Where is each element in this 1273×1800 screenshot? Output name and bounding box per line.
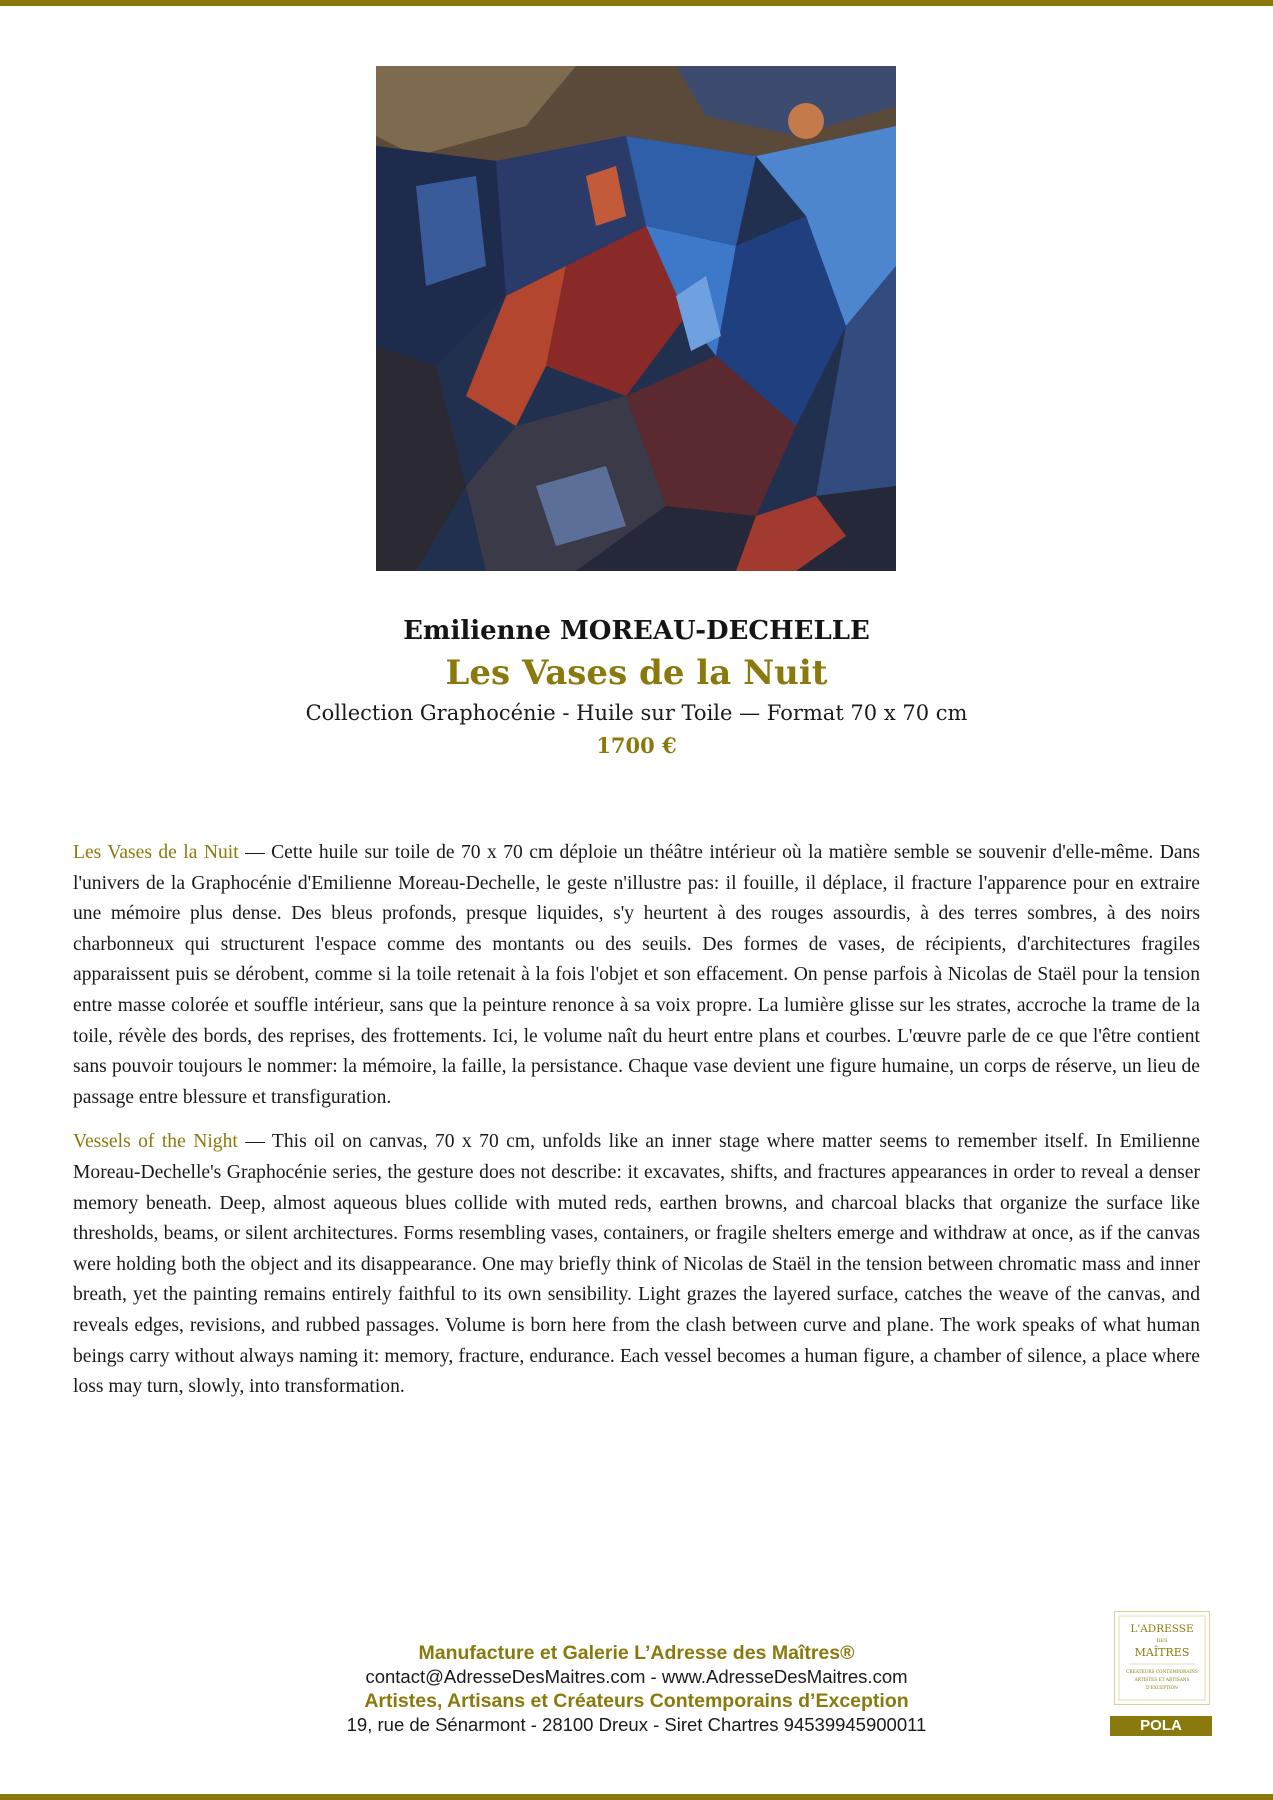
description-fr-body: — Cette huile sur toile de 70 x 70 cm déploie un théâtre intérieur où la matière semble se souvenir d'elle-même. Dans l'univers de la Graphocénie d'Emilienne Moreau-Dechelle, le geste n'illustre pas: il fouille, il déplace, il fracture l'apparence pour en extraire une mémoire plus dense. Des bleus profonds, presque liquides, s'y heurtent à des rouges assourdis, à des terres sombres, à des noirs charbonneux qui structurent l'espace comme des montants ou des seuils. Des formes de vases, de récipients, d'architectures fragiles apparaissent puis se dérobent, comme si la toile retenait à la fois l'objet et son effacement. On pense parfois à Nicolas de Staël pour la tension entre masse colorée et souffle intérieur, sans que la peinture renonce à sa voix propre. La lumière glisse sur les strates, accroche la trame de la toile, révèle des bords, des reprises, des frottements. Ici, le volume naît du heurt entre plans et courbes. L'œuvre parle de ce que l'être contient sans pouvoir toujours le nommer: la mémoire, la faille, la persistance. Chaque vase devient une figure humaine, un corps de réserve, un lieu de passage entre blessure et transfiguration.: [73, 842, 1200, 1108]
artwork-title: Les Vases de la Nuit: [445, 653, 828, 693]
footer: [0, 1641, 1273, 1737]
artwork-price: 1700 €: [596, 733, 677, 758]
description-en-body: — This oil on canvas, 70 x 70 cm, unfolds like an inner stage where matter seems to remember itself. In Emilienne Moreau-Dechelle's Graphocénie series, the gesture does not describe: it excavates, shifts, and fractures appearances in order to reveal a denser memory beneath. Deep, almost aqueous blues collide with muted reds, earthen browns, and charcoal blacks that organize the surface like thresholds, beams, or silent architectures. Forms resembling vases, containers, or fragile shelters emerge and withdraw at once, as if the canvas were holding both the object and its disappearance. One may briefly think of Nicolas de Staël in the tension between chromatic mass and inner breath, yet the painting remains entirely faithful to its own sensibility. Light grazes the layered surface, catches the weave of the canvas, and reveals edges, revisions, and rubbed passages. Volume is born here from the clash between curve and plane. The work speaks of what human beings carry without always naming it: memory, fracture, endurance. Each vessel becomes a human figure, a chamber of silence, a place where loss may turn, slowly, into transformation.: [73, 1131, 1200, 1398]
logo-line2: DES: [1156, 1638, 1168, 1644]
logo-line1: L'ADRESSE: [1130, 1623, 1194, 1635]
description-en-lead: Vessels of the Night: [73, 1131, 238, 1153]
description: [73, 838, 1200, 1417]
description-fr-lead: Les Vases de la Nuit: [73, 842, 239, 863]
description-fr: [73, 838, 1200, 1113]
footer-contact: contact@AdresseDesMaitres.com - www.AdresseDesMaitres.com: [365, 1666, 908, 1687]
footer-address: 19, rue de Sénarmont - 28100 Dreux - Siret Chartres 94539945900011: [346, 1714, 927, 1735]
gallery-logo: [1114, 1611, 1210, 1705]
footer-company: Manufacture et Galerie L’Adresse des Maîtres®: [418, 1642, 855, 1664]
footer-tagline: Artistes, Artisans et Créateurs Contemporains d’Exception: [364, 1690, 909, 1712]
artwork-image: [376, 66, 896, 571]
logo-line6: D'EXCEPTION: [1146, 1686, 1178, 1691]
abstract-painting-icon: [376, 66, 896, 571]
gallery-logo-icon: [1115, 1612, 1209, 1704]
artwork-header: [0, 612, 1273, 762]
logo-line3: MAÎTRES: [1134, 1646, 1190, 1659]
bottom-border: [0, 1794, 1273, 1800]
top-border: [0, 0, 1273, 6]
artwork-details: Collection Graphocénie - Huile sur Toile — Format 70 x 70 cm: [305, 701, 968, 725]
logo-line4: CRÉATEURS CONTEMPORAINS: [1126, 1670, 1198, 1675]
artist-name: Emilienne MOREAU-DECHELLE: [403, 616, 870, 646]
logo-line5: ARTISTES ET ARTISANS: [1134, 1678, 1190, 1683]
pola-badge: POLA: [1110, 1716, 1212, 1736]
description-en: [73, 1127, 1200, 1402]
